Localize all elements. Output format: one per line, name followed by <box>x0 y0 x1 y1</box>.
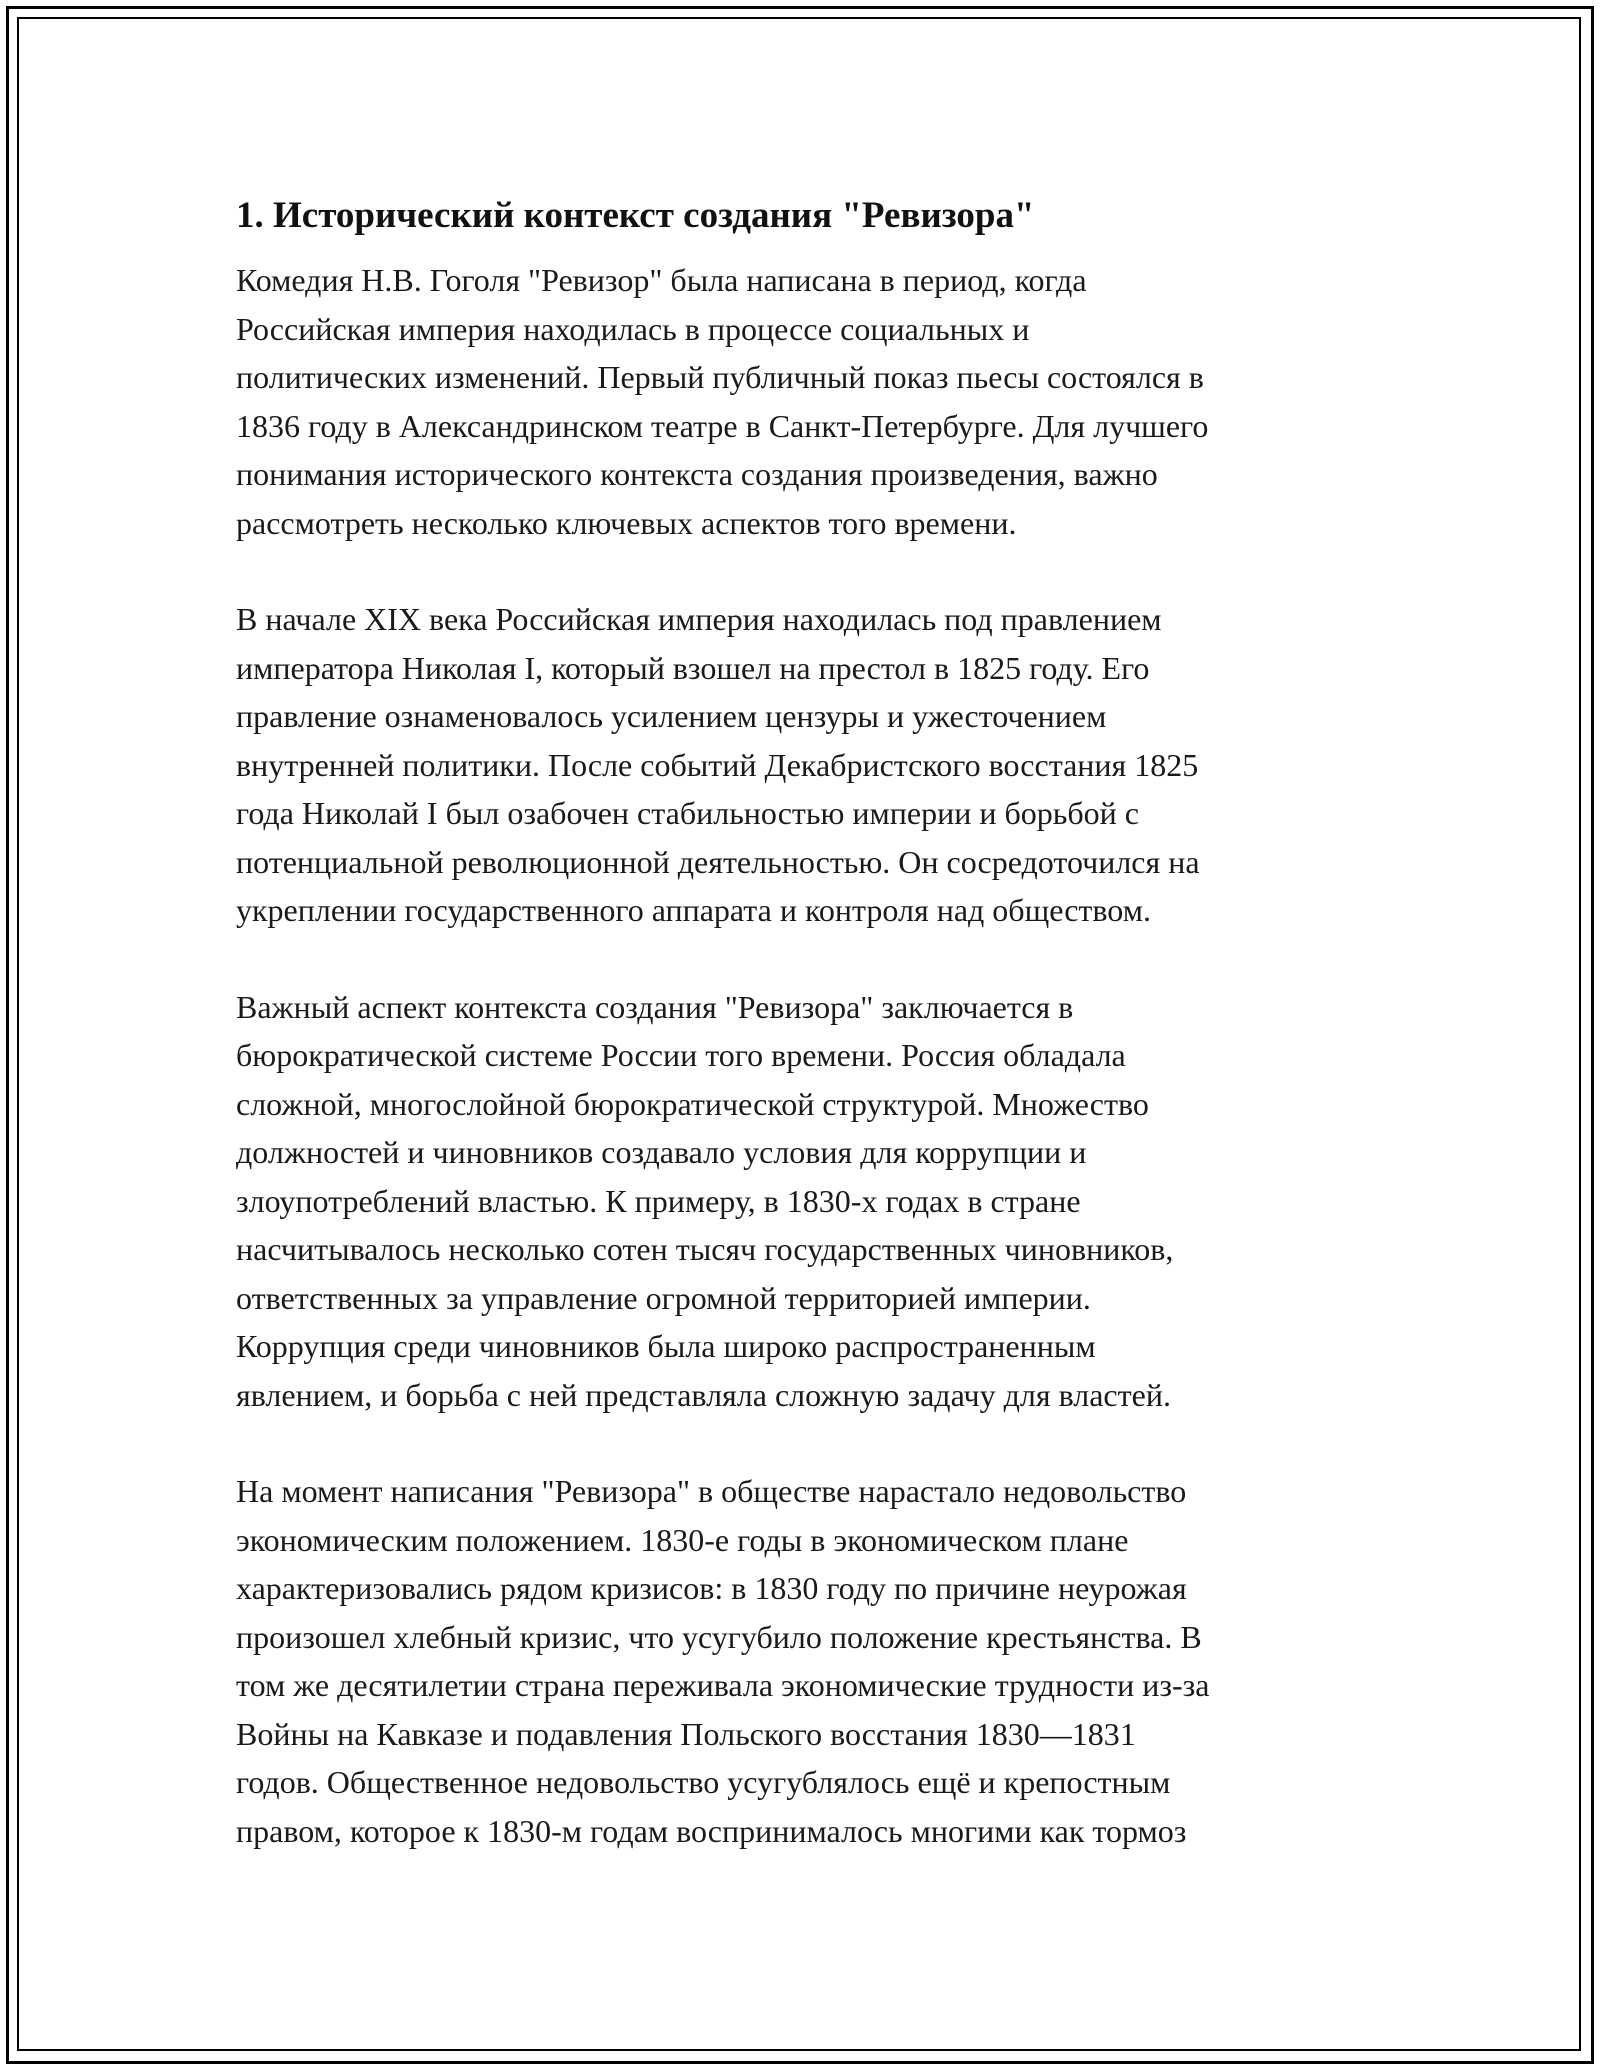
text-line: годов. Общественное недовольство усугублялось ещё и крепостным <box>236 1764 1171 1800</box>
text-line: явлением, и борьба с ней представляла сложную задачу для властей. <box>236 1376 1171 1413</box>
text-line: потенциальной революционной деятельностью. Он сосредоточился на <box>236 843 1200 880</box>
text-line: рассмотреть несколько ключевых аспектов того времени. <box>236 504 1017 541</box>
text-line: произошел хлебный кризис, что усугубило положение крестьянства. В <box>236 1618 1202 1655</box>
paragraph-historical-intro <box>236 256 1376 547</box>
text-line: правом, которое к 1830-м годам воспринималось многими как тормоз <box>236 1812 1187 1849</box>
text-line: должностей и чиновников создавало условия для коррупции и <box>236 1134 1087 1170</box>
text-line: Коррупция среди чиновников была широко распространенным <box>236 1328 1096 1364</box>
text-line: укреплении государственного аппарата и контроля над обществом. <box>236 892 1151 928</box>
paragraph-economy <box>236 1467 1376 1855</box>
text-line: бюрократической системе России того времени. Россия обладала <box>236 1037 1126 1073</box>
paragraph-bureaucracy <box>236 983 1376 1420</box>
text-line: В начале XIX века Российская империя находилась под правлением <box>236 601 1162 637</box>
paragraph-nicholas-reign <box>236 595 1376 935</box>
text-line: внутренней политики. После событий Декабристского восстания 1825 <box>236 746 1199 783</box>
text-line: насчитывалось несколько сотен тысяч государственных чиновников, <box>236 1231 1174 1267</box>
text-line: года Николай I был озабочен стабильностью империи и борьбой с <box>236 795 1139 831</box>
text-line: Комедия Н.В. Гоголя "Ревизор" была написана в период, когда <box>236 262 1087 298</box>
text-line: экономическим положением. 1830-е годы в экономическом плане <box>236 1521 1129 1558</box>
text-line: Войны на Кавказе и подавления Польского восстания 1830—1831 <box>236 1715 1136 1752</box>
text-line: Российская империя находилась в процессе социальных и <box>236 310 1030 347</box>
text-line: правление ознаменовалось усилением цензуры и ужесточением <box>236 698 1107 734</box>
text-line: том же десятилетии страна переживала экономические трудности из-за <box>236 1667 1210 1703</box>
text-line: Важный аспект контекста создания "Ревизора" заключается в <box>236 988 1074 1025</box>
text-line: сложной, многослойной бюрократической структурой. Множество <box>236 1085 1149 1122</box>
section-heading: 1. Исторический контекст создания "Ревизора" <box>236 195 1035 236</box>
text-line: политических изменений. Первый публичный показ пьесы состоялся в <box>236 359 1204 395</box>
text-line: злоупотреблений властью. К примеру, в 1830-х годах в стране <box>236 1182 1081 1219</box>
text-line: 1836 году в Александринском театре в Санкт-Петербурге. Для лучшего <box>236 407 1209 444</box>
text-line: ответственных за управление огромной территорией империи. <box>236 1279 1091 1316</box>
text-line: императора Николая I, который взошел на престол в 1825 году. Его <box>236 649 1150 686</box>
text-line: понимания исторического контекста создания произведения, важно <box>236 456 1158 492</box>
document-body <box>236 186 1376 1903</box>
text-line: На момент написания "Ревизора" в обществе нарастало недовольство <box>236 1473 1187 1509</box>
text-line: характеризовались рядом кризисов: в 1830 году по причине неурожая <box>236 1570 1187 1606</box>
